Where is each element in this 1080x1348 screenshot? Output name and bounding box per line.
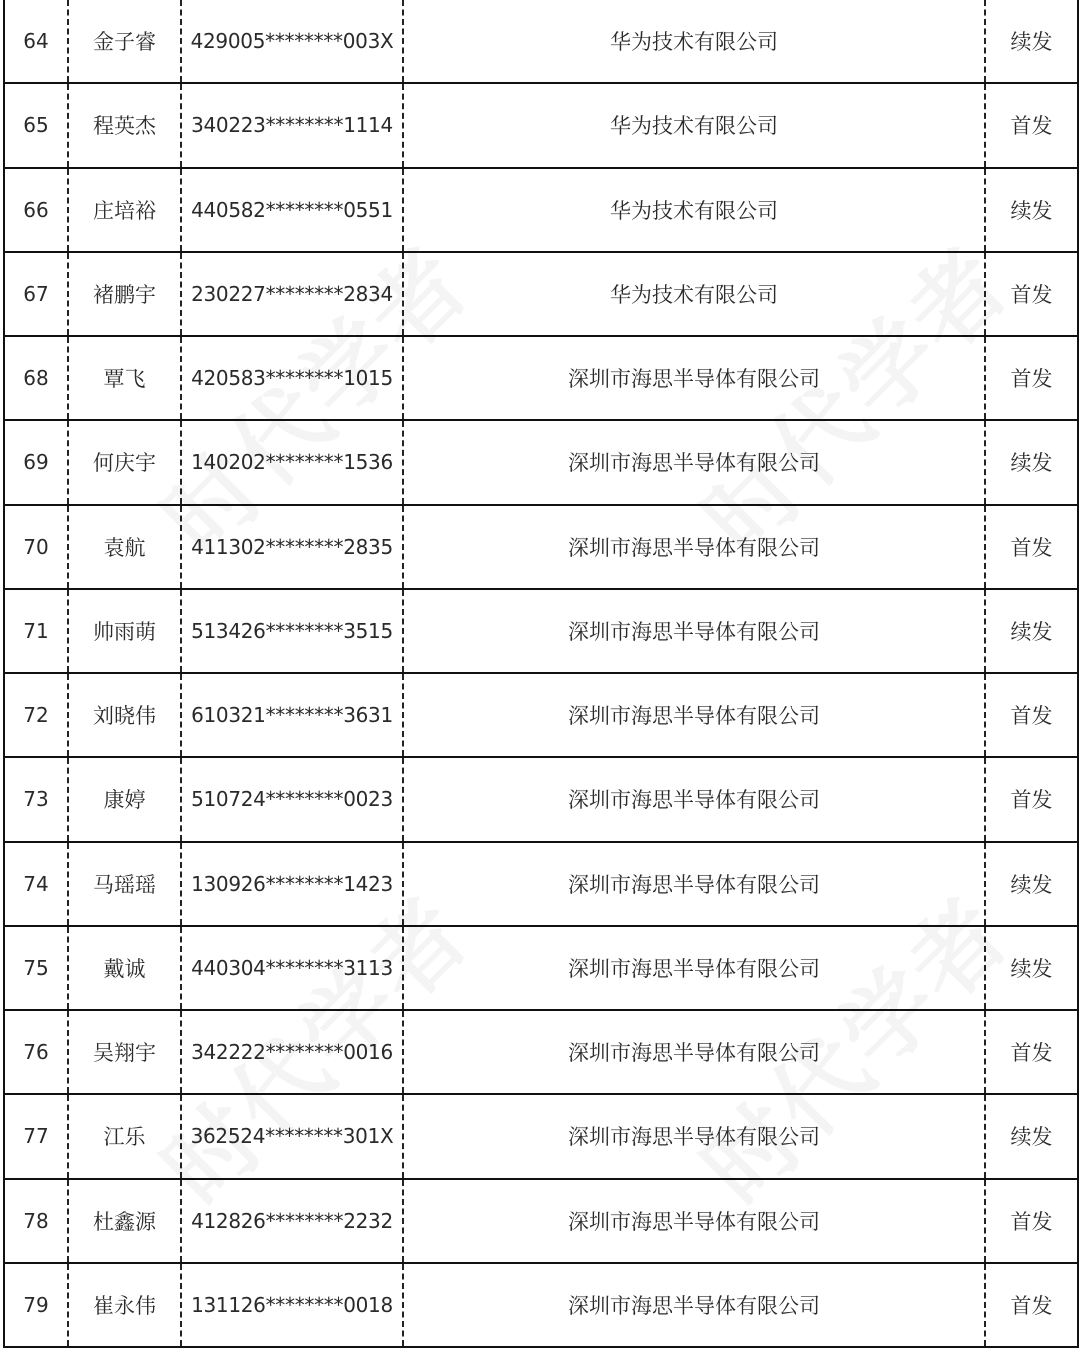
row-index-cell: 68 <box>4 336 68 420</box>
name-cell: 杜鑫源 <box>68 1179 181 1263</box>
table-row <box>4 842 1078 926</box>
organization-cell: 深圳市海思半导体有限公司 <box>403 1263 985 1347</box>
id-number-cell: 440304********3113 <box>181 926 403 1010</box>
row-index-cell: 69 <box>4 420 68 504</box>
id-number-cell: 412826********2232 <box>181 1179 403 1263</box>
row-index-cell: 71 <box>4 589 68 673</box>
organization-cell: 深圳市海思半导体有限公司 <box>403 589 985 673</box>
name-cell: 帅雨萌 <box>68 589 181 673</box>
row-index-cell: 66 <box>4 168 68 252</box>
row-index-cell: 70 <box>4 505 68 589</box>
id-number-cell: 230227********2834 <box>181 252 403 336</box>
row-index-cell: 76 <box>4 1010 68 1094</box>
id-number-cell: 513426********3515 <box>181 589 403 673</box>
id-number-cell: 440582********0551 <box>181 168 403 252</box>
id-number-cell: 362524********301X <box>181 1094 403 1178</box>
name-cell: 褚鹏宇 <box>68 252 181 336</box>
organization-cell: 华为技术有限公司 <box>403 0 985 83</box>
table-row <box>4 505 1078 589</box>
issue-type-cell: 续发 <box>985 589 1078 673</box>
name-cell: 程英杰 <box>68 83 181 167</box>
roster-sheet <box>3 0 1077 1332</box>
issue-type-cell: 首发 <box>985 757 1078 841</box>
organization-cell: 深圳市海思半导体有限公司 <box>403 1179 985 1263</box>
organization-cell: 华为技术有限公司 <box>403 252 985 336</box>
table-row <box>4 252 1078 336</box>
table-row <box>4 0 1078 83</box>
id-number-cell: 140202********1536 <box>181 420 403 504</box>
table-row <box>4 83 1078 167</box>
table-row <box>4 1094 1078 1178</box>
id-number-cell: 342222********0016 <box>181 1010 403 1094</box>
row-index-cell: 64 <box>4 0 68 83</box>
name-cell: 江乐 <box>68 1094 181 1178</box>
issue-type-cell: 续发 <box>985 420 1078 504</box>
table-row <box>4 926 1078 1010</box>
organization-cell: 深圳市海思半导体有限公司 <box>403 1094 985 1178</box>
table-row <box>4 420 1078 504</box>
name-cell: 袁航 <box>68 505 181 589</box>
organization-cell: 深圳市海思半导体有限公司 <box>403 842 985 926</box>
row-index-cell: 65 <box>4 83 68 167</box>
organization-cell: 深圳市海思半导体有限公司 <box>403 1010 985 1094</box>
issue-type-cell: 首发 <box>985 673 1078 757</box>
issue-type-cell: 首发 <box>985 336 1078 420</box>
row-index-cell: 73 <box>4 757 68 841</box>
organization-cell: 深圳市海思半导体有限公司 <box>403 757 985 841</box>
organization-cell: 华为技术有限公司 <box>403 168 985 252</box>
row-index-cell: 79 <box>4 1263 68 1347</box>
table-row <box>4 336 1078 420</box>
issue-type-cell: 首发 <box>985 1179 1078 1263</box>
organization-cell: 华为技术有限公司 <box>403 83 985 167</box>
issue-type-cell: 续发 <box>985 842 1078 926</box>
organization-cell: 深圳市海思半导体有限公司 <box>403 420 985 504</box>
table-row <box>4 1263 1078 1347</box>
organization-cell: 深圳市海思半导体有限公司 <box>403 336 985 420</box>
id-number-cell: 411302********2835 <box>181 505 403 589</box>
name-cell: 刘晓伟 <box>68 673 181 757</box>
issue-type-cell: 首发 <box>985 505 1078 589</box>
id-number-cell: 610321********3631 <box>181 673 403 757</box>
name-cell: 覃飞 <box>68 336 181 420</box>
roster-table-body <box>4 0 1078 1347</box>
id-number-cell: 130926********1423 <box>181 842 403 926</box>
row-index-cell: 74 <box>4 842 68 926</box>
row-index-cell: 77 <box>4 1094 68 1178</box>
issue-type-cell: 首发 <box>985 83 1078 167</box>
issue-type-cell: 续发 <box>985 926 1078 1010</box>
issue-type-cell: 续发 <box>985 1094 1078 1178</box>
row-index-cell: 78 <box>4 1179 68 1263</box>
id-number-cell: 420583********1015 <box>181 336 403 420</box>
issue-type-cell: 首发 <box>985 1263 1078 1347</box>
organization-cell: 深圳市海思半导体有限公司 <box>403 505 985 589</box>
name-cell: 金子睿 <box>68 0 181 83</box>
name-cell: 崔永伟 <box>68 1263 181 1347</box>
row-index-cell: 75 <box>4 926 68 1010</box>
name-cell: 马瑶瑶 <box>68 842 181 926</box>
table-row <box>4 673 1078 757</box>
name-cell: 戴诚 <box>68 926 181 1010</box>
table-row <box>4 1179 1078 1263</box>
issue-type-cell: 续发 <box>985 0 1078 83</box>
issue-type-cell: 续发 <box>985 168 1078 252</box>
issue-type-cell: 首发 <box>985 252 1078 336</box>
organization-cell: 深圳市海思半导体有限公司 <box>403 673 985 757</box>
roster-table <box>3 0 1079 1348</box>
table-row <box>4 757 1078 841</box>
id-number-cell: 340223********1114 <box>181 83 403 167</box>
organization-cell: 深圳市海思半导体有限公司 <box>403 926 985 1010</box>
row-index-cell: 67 <box>4 252 68 336</box>
id-number-cell: 510724********0023 <box>181 757 403 841</box>
table-row <box>4 168 1078 252</box>
id-number-cell: 131126********0018 <box>181 1263 403 1347</box>
id-number-cell: 429005********003X <box>181 0 403 83</box>
name-cell: 何庆宇 <box>68 420 181 504</box>
table-row <box>4 1010 1078 1094</box>
name-cell: 康婷 <box>68 757 181 841</box>
issue-type-cell: 首发 <box>985 1010 1078 1094</box>
row-index-cell: 72 <box>4 673 68 757</box>
name-cell: 吴翔宇 <box>68 1010 181 1094</box>
name-cell: 庄培裕 <box>68 168 181 252</box>
table-row <box>4 589 1078 673</box>
